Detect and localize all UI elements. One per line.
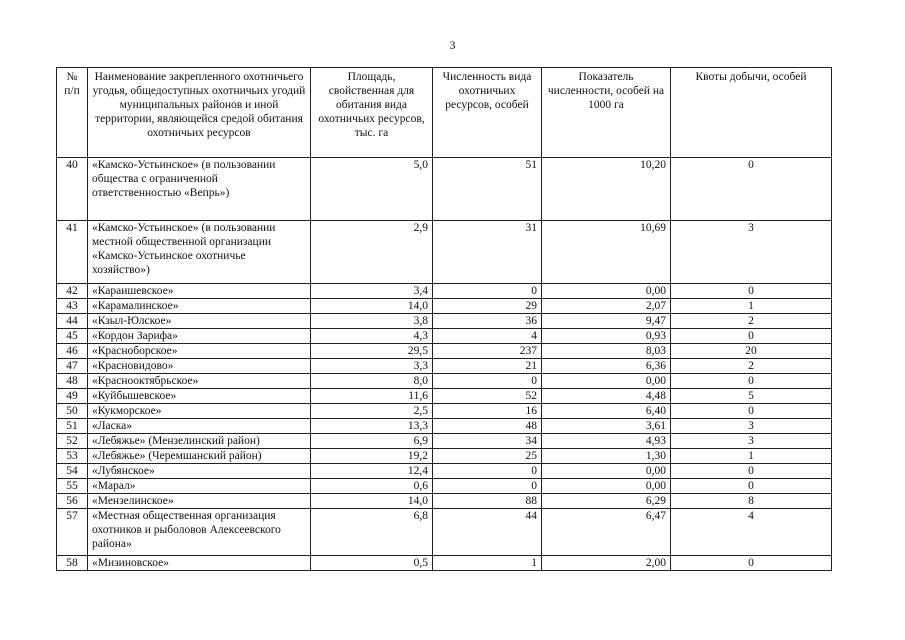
cell-area: 6,9	[311, 434, 433, 449]
cell-count: 21	[433, 359, 542, 374]
cell-count: 88	[433, 494, 542, 509]
table-row	[57, 404, 832, 419]
table-row	[57, 314, 832, 329]
cell-num: 51	[57, 419, 88, 434]
cell-quota: 0	[671, 479, 832, 494]
cell-count: 0	[433, 374, 542, 389]
cell-quota: 2	[671, 359, 832, 374]
cell-index: 0,00	[542, 284, 671, 299]
cell-quota: 20	[671, 344, 832, 359]
table-row	[57, 221, 832, 284]
cell-count: 34	[433, 434, 542, 449]
cell-index: 6,40	[542, 404, 671, 419]
cell-name: «Караишевское»	[88, 284, 311, 299]
cell-quota: 2	[671, 314, 832, 329]
cell-name: «Красновидово»	[88, 359, 311, 374]
cell-index: 10,20	[542, 158, 671, 221]
header-count: Численность вида охотничьих ресурсов, особей	[433, 68, 542, 158]
cell-num: 46	[57, 344, 88, 359]
table-body	[57, 158, 832, 571]
cell-name: «Краснооктябрьское»	[88, 374, 311, 389]
cell-num: 54	[57, 464, 88, 479]
cell-name: «Лебяжье» (Черемшанский район)	[88, 449, 311, 464]
table-row	[57, 449, 832, 464]
table-row	[57, 509, 832, 556]
quota-table	[56, 67, 832, 571]
cell-index: 6,47	[542, 509, 671, 556]
cell-index: 2,07	[542, 299, 671, 314]
cell-quota: 1	[671, 299, 832, 314]
cell-quota: 3	[671, 434, 832, 449]
cell-area: 12,4	[311, 464, 433, 479]
cell-count: 29	[433, 299, 542, 314]
cell-count: 0	[433, 284, 542, 299]
cell-count: 36	[433, 314, 542, 329]
cell-area: 3,4	[311, 284, 433, 299]
cell-num: 52	[57, 434, 88, 449]
cell-name: «Камско-Устьинское» (в пользовании общества с ограниченной ответственностью «Вепрь»)	[88, 158, 311, 221]
cell-count: 237	[433, 344, 542, 359]
cell-count: 16	[433, 404, 542, 419]
cell-quota: 0	[671, 464, 832, 479]
cell-area: 8,0	[311, 374, 433, 389]
table-row	[57, 359, 832, 374]
cell-num: 50	[57, 404, 88, 419]
cell-num: 58	[57, 556, 88, 571]
cell-num: 55	[57, 479, 88, 494]
cell-index: 6,36	[542, 359, 671, 374]
cell-index: 0,00	[542, 374, 671, 389]
cell-count: 31	[433, 221, 542, 284]
cell-area: 13,3	[311, 419, 433, 434]
table-row	[57, 464, 832, 479]
table-row	[57, 158, 832, 221]
cell-quota: 0	[671, 329, 832, 344]
cell-num: 41	[57, 221, 88, 284]
cell-area: 3,8	[311, 314, 433, 329]
table-row	[57, 479, 832, 494]
cell-name: «Местная общественная организация охотников и рыболовов Алексеевского района»	[88, 509, 311, 556]
cell-count: 25	[433, 449, 542, 464]
cell-index: 0,93	[542, 329, 671, 344]
cell-area: 3,3	[311, 359, 433, 374]
table-row	[57, 434, 832, 449]
cell-quota: 4	[671, 509, 832, 556]
cell-name: «Кордон Зарифа»	[88, 329, 311, 344]
cell-area: 19,2	[311, 449, 433, 464]
cell-name: «Марал»	[88, 479, 311, 494]
cell-area: 0,5	[311, 556, 433, 571]
table-row	[57, 329, 832, 344]
cell-area: 6,8	[311, 509, 433, 556]
cell-index: 0,00	[542, 479, 671, 494]
header-index: Показатель численности, особей на 1000 га	[542, 68, 671, 158]
cell-num: 56	[57, 494, 88, 509]
cell-num: 49	[57, 389, 88, 404]
cell-quota: 3	[671, 221, 832, 284]
cell-num: 45	[57, 329, 88, 344]
cell-count: 48	[433, 419, 542, 434]
cell-count: 1	[433, 556, 542, 571]
cell-name: «Красноборское»	[88, 344, 311, 359]
cell-index: 0,00	[542, 464, 671, 479]
cell-index: 10,69	[542, 221, 671, 284]
cell-num: 48	[57, 374, 88, 389]
cell-name: «Кзыл-Юлское»	[88, 314, 311, 329]
cell-area: 11,6	[311, 389, 433, 404]
cell-index: 6,29	[542, 494, 671, 509]
cell-area: 0,6	[311, 479, 433, 494]
cell-index: 2,00	[542, 556, 671, 571]
table-header-row	[57, 68, 832, 158]
table-row	[57, 284, 832, 299]
cell-num: 42	[57, 284, 88, 299]
header-quota: Квоты добычи, особей	[671, 68, 832, 158]
cell-area: 14,0	[311, 299, 433, 314]
header-area: Площадь, свойственная для обитания вида охотничьих ресурсов, тыс. га	[311, 68, 433, 158]
cell-name: «Мизиновское»	[88, 556, 311, 571]
cell-index: 9,47	[542, 314, 671, 329]
cell-index: 1,30	[542, 449, 671, 464]
cell-count: 52	[433, 389, 542, 404]
cell-quota: 0	[671, 404, 832, 419]
cell-quota: 3	[671, 419, 832, 434]
cell-area: 2,5	[311, 404, 433, 419]
page-number: 3	[449, 38, 456, 52]
table-row	[57, 389, 832, 404]
cell-count: 51	[433, 158, 542, 221]
cell-quota: 0	[671, 374, 832, 389]
cell-name: «Карамалинское»	[88, 299, 311, 314]
cell-quota: 1	[671, 449, 832, 464]
table-row	[57, 374, 832, 389]
cell-area: 2,9	[311, 221, 433, 284]
cell-area: 14,0	[311, 494, 433, 509]
cell-quota: 0	[671, 284, 832, 299]
cell-index: 4,93	[542, 434, 671, 449]
cell-name: «Ласка»	[88, 419, 311, 434]
table-row	[57, 494, 832, 509]
cell-count: 44	[433, 509, 542, 556]
table-row	[57, 299, 832, 314]
cell-quota: 5	[671, 389, 832, 404]
cell-index: 8,03	[542, 344, 671, 359]
cell-num: 44	[57, 314, 88, 329]
cell-count: 0	[433, 464, 542, 479]
cell-index: 3,61	[542, 419, 671, 434]
header-name: Наименование закрепленного охотничьего угодья, общедоступных охотничьих угодий муниципальных районов и иной территории, являющейся средой обитания охотничьих ресурсов	[88, 68, 311, 158]
cell-name: «Мензелинское»	[88, 494, 311, 509]
cell-area: 4,3	[311, 329, 433, 344]
cell-quota: 8	[671, 494, 832, 509]
cell-count: 0	[433, 479, 542, 494]
cell-name: «Кукморское»	[88, 404, 311, 419]
header-num: № п/п	[57, 68, 88, 158]
cell-num: 53	[57, 449, 88, 464]
cell-area: 29,5	[311, 344, 433, 359]
cell-name: «Куйбышевское»	[88, 389, 311, 404]
table-row	[57, 344, 832, 359]
table-row	[57, 556, 832, 571]
cell-num: 57	[57, 509, 88, 556]
cell-name: «Лебяжье» (Мензелинский район)	[88, 434, 311, 449]
cell-count: 4	[433, 329, 542, 344]
table-row	[57, 419, 832, 434]
cell-name: «Лубянское»	[88, 464, 311, 479]
cell-index: 4,48	[542, 389, 671, 404]
cell-quota: 0	[671, 158, 832, 221]
cell-quota: 0	[671, 556, 832, 571]
cell-num: 43	[57, 299, 88, 314]
cell-name: «Камско-Устьинское» (в пользовании местной общественной организации «Камско-Устьинское охотничье хозяйство»)	[88, 221, 311, 284]
cell-num: 40	[57, 158, 88, 221]
cell-area: 5,0	[311, 158, 433, 221]
cell-num: 47	[57, 359, 88, 374]
